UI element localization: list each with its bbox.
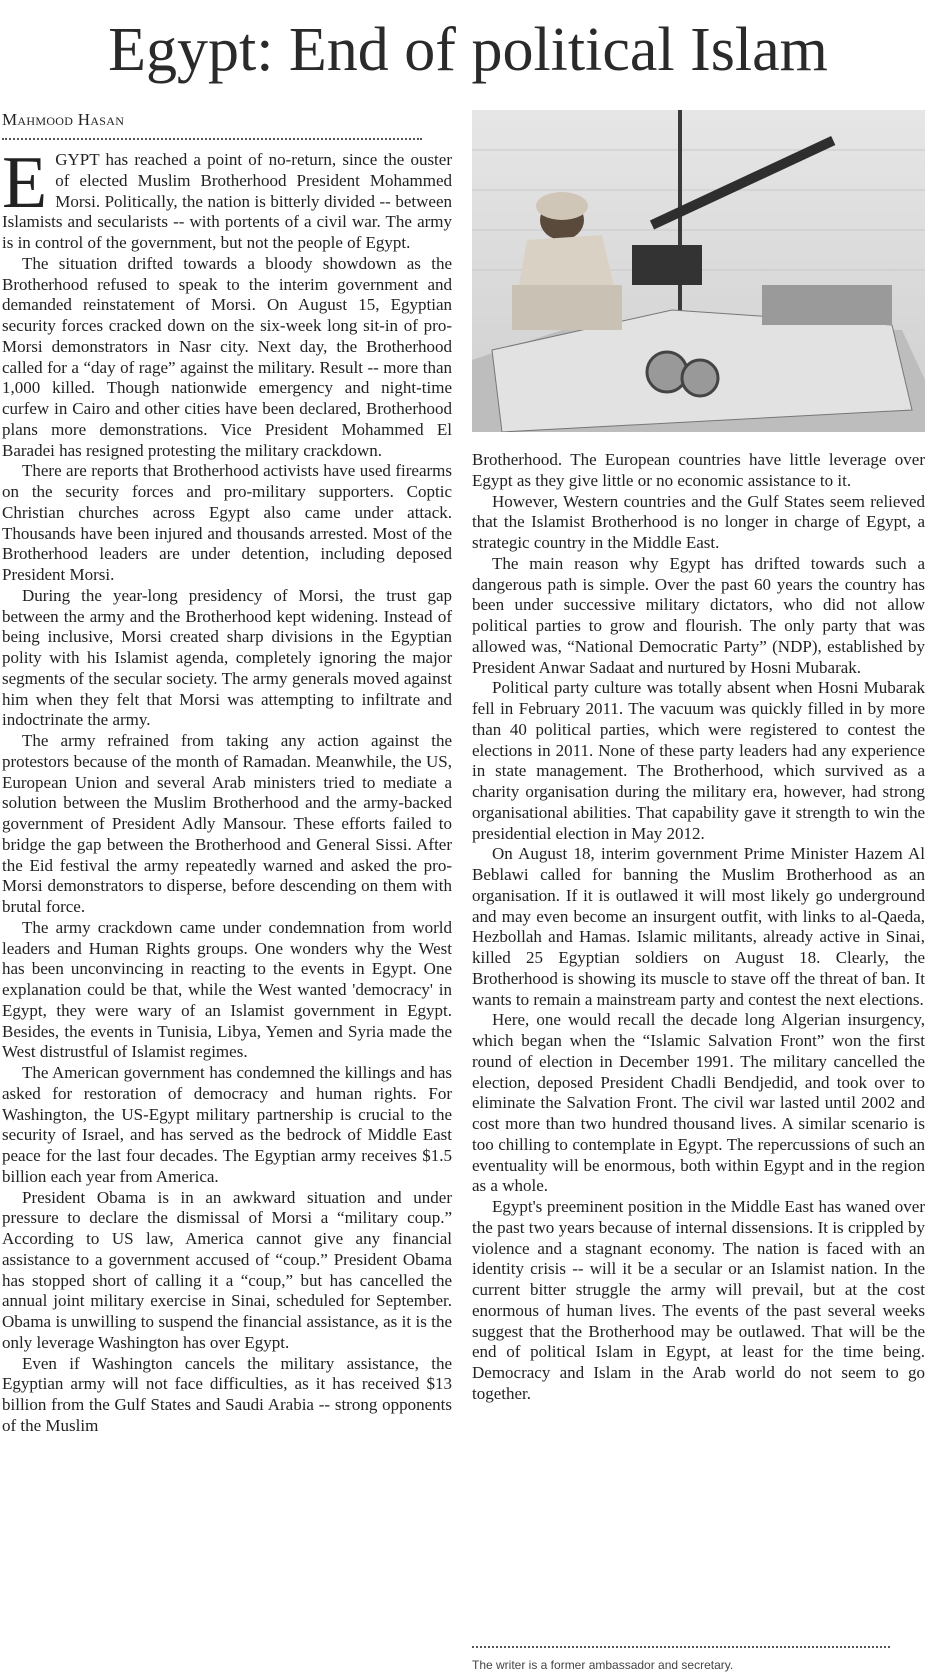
- byline-divider: [2, 138, 422, 140]
- paragraph: There are reports that Brotherhood activists have used firearms on the security forces and pro-military supporters. Coptic Christian churches across Egypt also came under attack. Thousands have been injured and thousands arrested. Most of the Brotherhood leaders are under detention, including deposed President Morsi.: [2, 461, 452, 584]
- drop-cap: E: [2, 142, 48, 224]
- paragraph: On August 18, interim government Prime Minister Hazem Al Beblawi called for banning the Muslim Brotherhood as an organisation. If it is outlawed it will most likely go underground and may even become an insurgent outfit, with links to al-Qaeda, Hezbollah and Hamas. Islamic militants, already active in Sinai, killed 25 Egyptian soldiers on August 18. Clearly, the Brotherhood is showing its muscle to stave off the threat of ban. It wants to remain a mainstream party and contest the next elections.: [472, 844, 925, 1009]
- paragraph: The army refrained from taking any action against the protestors because of the month of Ramadan. Meanwhile, the US, European Union and several Arab ministers tried to mediate a solution between the Muslim Brotherhood and the army-backed government of President Adly Mansour. These efforts failed to bridge the gap between the Brotherhood and General Sissi. After the Eid festival the army repeatedly warned and asked the pro-Morsi demonstrators to disperse, before descending on them with brutal force.: [2, 731, 452, 916]
- article-title: Egypt: End of political Islam: [108, 16, 828, 84]
- paragraph: Egypt's preeminent position in the Middle East has waned over the past two years because of internal dissensions. It is crippled by violence and a stagnant economy. The nation is faced with an identity crisis -- will it be a secular or an Islamist nation. In the current bitter struggle the army will prevail, but at the cost enormous of human lives. The events of the past several weeks suggest that the Brotherhood may be outlawed. That will be the end of political Islam in Egypt, at least for the time being. Democracy and Islam in the Arab world do not seem to go together.: [472, 1197, 925, 1403]
- paragraph: Brotherhood. The European countries have little leverage over Egypt as they give little or no economic assistance to it.: [472, 450, 925, 490]
- paragraph: The army crackdown came under condemnation from world leaders and Human Rights groups. One wonders why the West has been unconvincing in reacting to the events in Egypt. One explanation could be that, while the West wanted 'democracy' in Egypt, they were wary of an Islamist government in Egypt. Besides, the events in Tunisia, Libya, Yemen and Syria made the West distrustful of Islamist regimes.: [2, 917, 452, 1062]
- soldier-on-armored-vehicle-image: [472, 110, 925, 432]
- paragraph: Political party culture was totally absent when Hosni Mubarak fell in February 2011. The vacuum was quickly filled in by more than 40 political parties, which were registered to contest the elections in 2011. None of these party leaders had any experience in state management. The Brotherhood, which survived as a charity organisation during the military era, however, had strong organisational abilities. That capability gave it strength to win the presidential election in May 2012.: [472, 678, 925, 843]
- paragraph: The situation drifted towards a bloody showdown as the Brotherhood refused to speak to the interim government and demanded reinstatement of Morsi. On August 15, Egyptian security forces cracked down on the six-week long sit-in of pro-Morsi demonstrators in Nasr city. Next day, the Brotherhood called for a “day of rage” against the military. Result -- more than 1,000 killed. Though nationwide emergency and night-time curfew in Cairo and other cities have been declared, Brotherhood plans more demonstrations. Vice President Mohammed El Baradei has resigned protesting the military crackdown.: [2, 253, 452, 460]
- paragraph: The main reason why Egypt has drifted towards such a dangerous path is simple. Over the past 60 years the country has been under successive military dictators, who did not allow political parties to grow and flourish. The only party that was allowed was, “National Democratic Party” (NDP), established by President Anwar Sadaat and nurtured by Hosni Mubarak.: [472, 553, 925, 677]
- footer-divider: [472, 1646, 890, 1648]
- left-column: [2, 142, 452, 1437]
- article-photo: [472, 110, 925, 432]
- paragraph: The American government has condemned the killings and has asked for restoration of democracy and human rights. For Washington, the US-Egypt military partnership is crucial to the security of Israel, and has served as the bedrock of Middle East peace for the last four decades. The Egyptian army receives $1.5 billion each year from America.: [2, 1063, 452, 1186]
- paragraph-text: GYPT has reached a point of no-return, since the ouster of elected Muslim Brotherhood President Mohammed Morsi. Politically, the nation is bitterly divided -- between Islamists and secularists -- with portents of a civil war. The army is in control of the government, but not the people of Egypt.: [2, 150, 452, 252]
- paragraph: [2, 142, 452, 254]
- paragraph: During the year-long presidency of Morsi, the trust gap between the army and the Brotherhood kept widening. Instead of being inclusive, Morsi created sharp divisions in the Egyptian polity with his Islamist agenda, completely ignoring the major segments of the secular society. The army generals moved against him when they felt that Morsi was attempting to infiltrate and indoctrinate the army.: [2, 585, 452, 730]
- right-column: [472, 450, 925, 1405]
- author-note: The writer is a former ambassador and secretary.: [472, 1658, 734, 1672]
- paragraph: Here, one would recall the decade long Algerian insurgency, which began when the “Islamic Salvation Front” won the first round of election in December 1991. The military cancelled the election, deposed President Chadli Bendjedid, and took over to eliminate the Salvation Front. The civil war lasted until 2002 and cost more than two hundred thousand lives. A similar scenario is too chilling to contemplate in Egypt. The repercussions of such an eventuality will be enormous, both within Egypt and in the region as a whole.: [472, 1010, 925, 1196]
- paragraph: However, Western countries and the Gulf States seem relieved that the Islamist Brotherhood is no longer in charge of Egypt, a strategic country in the Middle East.: [472, 491, 925, 552]
- byline: Mahmood Hasan: [2, 110, 125, 129]
- paragraph: Even if Washington cancels the military assistance, the Egyptian army will not face difficulties, as it has received $13 billion from the Gulf States and Saudi Arabia -- strong opponents of the Muslim: [2, 1353, 452, 1435]
- paragraph: President Obama is in an awkward situation and under pressure to declare the dismissal of Morsi a “military coup.” According to US law, America cannot give any financial assistance to a government accused of “coup.” President Obama has stopped short of calling it a “coup,” but has cancelled the annual joint military exercise in Sinai, scheduled for September. Obama is unwilling to suspend the financial assistance, as it is the only leverage Washington has over Egypt.: [2, 1187, 452, 1352]
